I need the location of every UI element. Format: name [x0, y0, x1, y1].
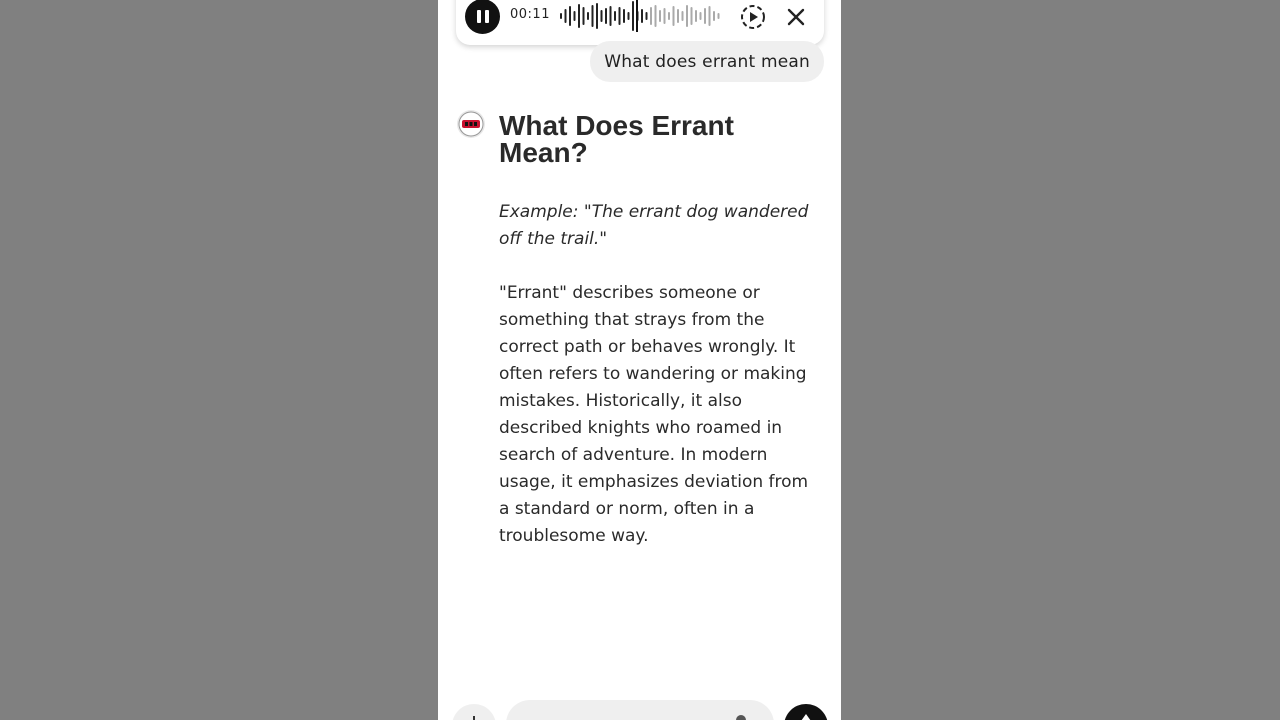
- answer-title: What Does Errant Mean?: [499, 110, 734, 168]
- message-input[interactable]: [506, 700, 774, 720]
- replay-icon[interactable]: [738, 2, 768, 32]
- send-button[interactable]: [784, 704, 828, 720]
- assistant-avatar: [457, 110, 485, 138]
- avatar-logo-icon: [457, 110, 485, 138]
- close-icon[interactable]: [783, 4, 809, 30]
- add-attachment-button[interactable]: [452, 704, 496, 720]
- audio-player-bar: [456, 0, 824, 45]
- pause-button[interactable]: [465, 0, 500, 34]
- playback-time: 00:11: [510, 7, 550, 22]
- pause-icon: [477, 10, 481, 23]
- send-icon: [801, 714, 811, 720]
- answer-example: Example: "The errant dog wandered off the trail.": [499, 202, 809, 249]
- assistant-answer: [499, 112, 819, 550]
- answer-body: "Errant" describes someone or something that strays from the correct path or behaves wrongly. It often refers to wandering or making mistakes. Historically, it also described knights who roamed in search of adventure. In modern usage, it emphasizes deviation from a standard or norm, often in a troublesome way.: [499, 283, 809, 546]
- waveform[interactable]: [558, 0, 726, 32]
- mic-icon[interactable]: [736, 715, 746, 720]
- plus-icon: [473, 716, 475, 720]
- phone-screen: [438, 0, 841, 720]
- pause-icon-bar: [485, 10, 489, 23]
- user-message-bubble: What does errant mean: [590, 41, 824, 82]
